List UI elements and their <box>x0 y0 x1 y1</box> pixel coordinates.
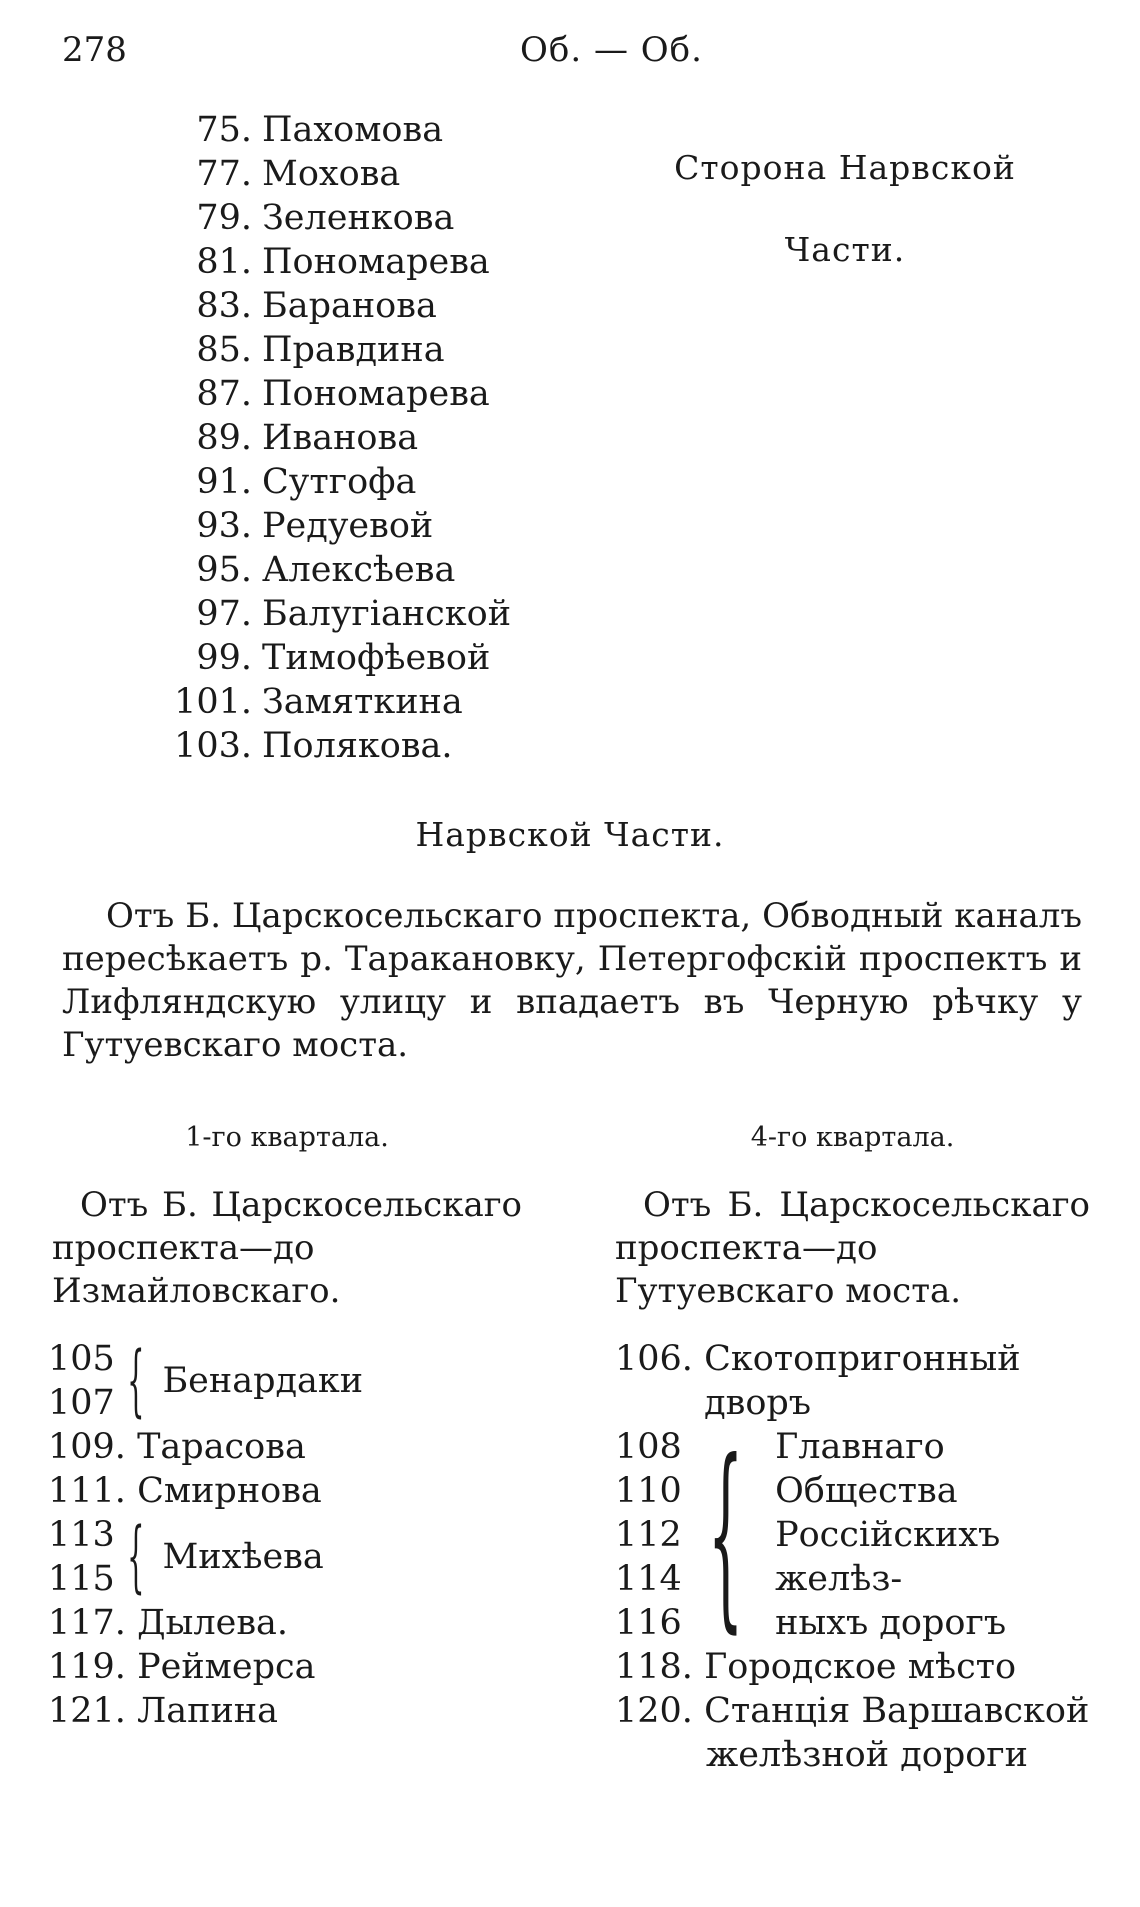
entry-number: 112 <box>615 1515 682 1555</box>
list-item <box>150 548 511 592</box>
side-heading-line1: Сторона Нарвской <box>674 148 1016 187</box>
entry-number: 116 <box>615 1603 682 1643</box>
entry-name: желѣзной дороги <box>706 1735 1028 1775</box>
entry-name: Пономарева <box>262 242 490 282</box>
grouped-entry <box>48 1513 568 1601</box>
entry-name: Замяткина <box>262 682 463 722</box>
entry-name: Сутгофа <box>262 462 417 502</box>
entry-number: 101. <box>174 682 252 722</box>
list-item <box>150 416 511 460</box>
entry-name-line: ныхъ дорогъ <box>775 1603 1007 1643</box>
entry-number: 114 <box>615 1559 682 1599</box>
entry-number: 120. <box>615 1691 693 1731</box>
entry-number: 95. <box>196 550 252 590</box>
list-item <box>150 284 511 328</box>
list-item <box>150 592 511 636</box>
entry-number: 75. <box>196 110 252 150</box>
list-item <box>615 1337 1115 1425</box>
entry-number: 103. <box>174 726 252 766</box>
list-item <box>150 152 511 196</box>
entry-name: Михѣева <box>162 1537 324 1577</box>
entry-number: 110 <box>615 1471 682 1511</box>
entry-name: Станція Варшавской <box>704 1691 1090 1731</box>
entry-number: 118. <box>615 1647 693 1687</box>
entry-number: 107 <box>48 1383 115 1423</box>
list-item <box>48 1469 568 1513</box>
list-item <box>150 636 511 680</box>
list-item <box>150 680 511 724</box>
list-item <box>615 1645 1115 1689</box>
entry-name: Лапина <box>137 1691 279 1731</box>
entry-number: 105 <box>48 1339 115 1379</box>
entry-number: 91. <box>196 462 252 502</box>
left-entries <box>48 1337 568 1733</box>
entry-number: 99. <box>196 638 252 678</box>
list-item <box>48 1645 568 1689</box>
entry-name-line: Россійскихъ желѣз- <box>775 1515 1001 1599</box>
list-item <box>615 1689 1115 1733</box>
entry-name: Тарасова <box>137 1427 306 1467</box>
entry-name: Пономарева <box>262 374 490 414</box>
right-quarter-heading: 4-го квартала. <box>750 1122 955 1153</box>
entry-name: Баранова <box>262 286 437 326</box>
list-item <box>48 1601 568 1645</box>
entry-number: 77. <box>196 154 252 194</box>
entry-name: Пахомова <box>262 110 444 150</box>
brace-icon: { <box>707 1418 744 1651</box>
list-item <box>150 196 511 240</box>
entry-name: Бенардаки <box>162 1361 364 1401</box>
entry-number: 85. <box>196 330 252 370</box>
entry-number: 115 <box>48 1559 115 1599</box>
list-item <box>150 460 511 504</box>
entry-number: 111. <box>48 1471 126 1511</box>
entry-name: Полякова. <box>262 726 453 766</box>
entry-number: 97. <box>196 594 252 634</box>
section-title: Нарвской Части. <box>415 815 725 854</box>
list-item <box>150 372 511 416</box>
entry-number: 89. <box>196 418 252 458</box>
section-intro: Отъ Б. Царскосельскаго проспекта, Обводный каналъ пересѣкаетъ р. Таракановку, Петергофскій проспектъ и Лифляндскую улицу и впадаетъ въ Черную рѣчку у Гутуевскаго моста. <box>62 896 1082 1065</box>
entry-name: Зеленкова <box>262 198 455 238</box>
running-head: Об. — Об. <box>520 30 703 70</box>
list-item <box>150 108 511 152</box>
page-number: 278 <box>62 30 127 70</box>
entry-number: 108 <box>615 1427 682 1467</box>
entry-name: Тимофѣевой <box>262 638 491 678</box>
entry-name: Смирнова <box>137 1471 322 1511</box>
entry-name-line: Главнаго Общества <box>775 1427 958 1511</box>
entry-number: 83. <box>196 286 252 326</box>
entry-name: Алексѣева <box>262 550 456 590</box>
entry-name: Скотопригонный дворъ <box>704 1339 1021 1423</box>
list-item <box>150 724 511 768</box>
entry-number: 109. <box>48 1427 126 1467</box>
entry-number: 81. <box>196 242 252 282</box>
brace-icon: { <box>126 1512 145 1602</box>
entry-name: Городское мѣсто <box>704 1647 1017 1687</box>
entry-number: 113 <box>48 1515 115 1555</box>
entry-number: 121. <box>48 1691 126 1731</box>
list-item <box>150 504 511 548</box>
list-item-continuation <box>615 1733 1115 1777</box>
list-item <box>48 1425 568 1469</box>
entry-number: 87. <box>196 374 252 414</box>
entry-number: 106. <box>615 1339 693 1379</box>
entry-name: Редуевой <box>262 506 434 546</box>
entry-number: 119. <box>48 1647 126 1687</box>
side-heading-line2: Части. <box>784 230 906 269</box>
entry-name: Иванова <box>262 418 419 458</box>
top-address-list <box>150 108 511 768</box>
entry-name: Правдина <box>262 330 445 370</box>
entry-number: 117. <box>48 1603 126 1643</box>
entry-name: Балугіанской <box>262 594 512 634</box>
grouped-entry <box>615 1418 1115 1651</box>
brace-icon: { <box>126 1336 145 1426</box>
grouped-entry <box>48 1337 568 1425</box>
list-item <box>150 240 511 284</box>
left-quarter-heading: 1-го квартала. <box>185 1122 389 1153</box>
right-entries <box>615 1337 1115 1777</box>
left-column-intro: Отъ Б. Царскосельскаго проспекта—до Измайловскаго. <box>52 1185 522 1311</box>
entry-name: Реймерса <box>137 1647 316 1687</box>
entry-number: 93. <box>196 506 252 546</box>
entry-name: Дылева. <box>137 1603 289 1643</box>
entry-number: 79. <box>196 198 252 238</box>
list-item <box>48 1689 568 1733</box>
entry-name: Мохова <box>262 154 401 194</box>
right-column-intro: Отъ Б. Царскосельскаго проспекта—до Гутуевскаго моста. <box>615 1185 1090 1311</box>
list-item <box>150 328 511 372</box>
